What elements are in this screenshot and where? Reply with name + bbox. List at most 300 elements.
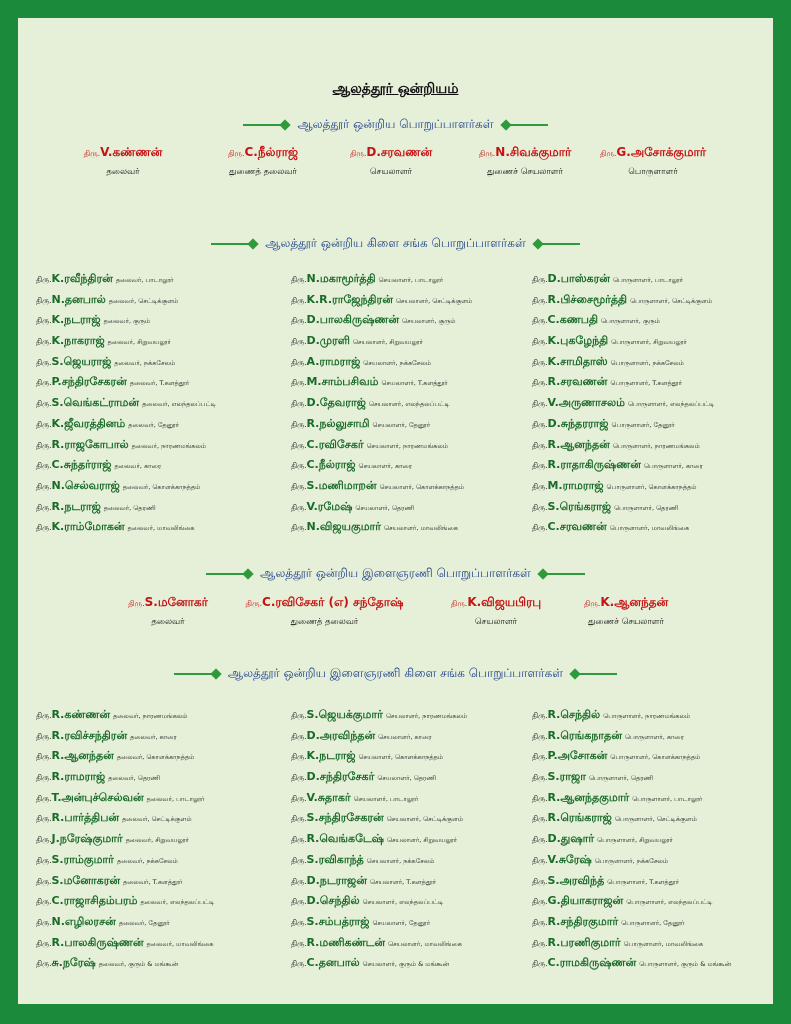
- member-name: D.பாலகிருஷ்ணன்: [306, 313, 400, 327]
- member-role: பொருளாளர், எலந்தலப்பட்டி: [626, 898, 713, 907]
- member-name: A.ராமராஜ்: [306, 354, 361, 368]
- name-prefix: திரு.: [291, 959, 307, 969]
- member-name: D.செந்தில்: [306, 894, 360, 908]
- member-name: S.ஜெயராஜ்: [51, 354, 112, 368]
- member-row: [291, 724, 467, 745]
- officer-card: [436, 595, 556, 628]
- name-prefix: திரு.: [532, 419, 548, 429]
- member-name: C.சுந்தர்ராஜ்: [51, 458, 112, 472]
- member-row: [36, 515, 216, 536]
- member-name: S.ராம்குமார்: [51, 852, 114, 866]
- member-row: [532, 869, 731, 890]
- member-role: செயலாளர், தெரணி: [377, 774, 437, 783]
- officer-name-text: K.விஜயபிரபு: [467, 595, 542, 609]
- name-prefix: திரு.: [36, 938, 52, 948]
- member-column: [36, 267, 216, 536]
- member-row: [291, 391, 472, 412]
- member-row: [532, 329, 714, 350]
- name-prefix: திரு.: [291, 295, 307, 305]
- member-name: C.ராமகிருஷ்ணன்: [547, 956, 637, 970]
- member-role: பொருளாளர், சிறுவயலூர்: [611, 338, 687, 347]
- member-role: செயலாளர், குரும் & மங்கூன்: [362, 960, 449, 969]
- name-prefix: திரு.: [291, 773, 307, 783]
- officer-card: [73, 145, 173, 178]
- name-prefix: திரு.: [291, 711, 307, 720]
- member-name: D.தேவராஜ்: [306, 396, 366, 410]
- name-prefix: திரு.: [291, 337, 307, 347]
- name-prefix: திரு.: [291, 523, 307, 533]
- member-row: [36, 433, 216, 454]
- member-row: [291, 806, 467, 827]
- officer-role: துணைத் தலைவர்: [229, 167, 297, 177]
- member-name: P.அசோகன்: [547, 749, 608, 763]
- name-prefix: திரு.: [36, 835, 52, 845]
- name-prefix: திரு.: [478, 149, 496, 158]
- member-name: R.ஆனந்தகுமார்: [547, 790, 630, 804]
- name-prefix: திரு.: [36, 876, 52, 886]
- member-column: [36, 703, 214, 972]
- name-prefix: திரு.: [532, 523, 548, 533]
- member-role: தலைவர், எலந்தலப்பட்டி: [142, 400, 216, 409]
- member-name: S.மனோகரன்: [51, 873, 121, 887]
- officer-name: [232, 595, 417, 611]
- officer-name: [336, 145, 446, 161]
- officer-role: தலைவர்: [151, 617, 185, 627]
- member-name: K.நாகராஜ்: [51, 334, 105, 348]
- member-row: [291, 786, 467, 807]
- name-prefix: திரு.: [291, 876, 307, 886]
- member-row: [36, 951, 214, 972]
- member-row: [291, 848, 467, 869]
- member-role: செயலாளர், நக்கசேலம்: [363, 358, 432, 367]
- member-row: [532, 350, 714, 371]
- member-role: தலைவர், நாரணமங்கலம்: [131, 441, 207, 450]
- member-role: பொருளாளர், கொளக்காநத்தம்: [610, 753, 701, 762]
- member-role: பொருளாளர், குரும் & மங்கூன்: [639, 960, 732, 969]
- member-role: பொருளாளர், T.களத்தூர்: [610, 379, 683, 388]
- member-role: செயலாளர், பாடாலூர்: [378, 276, 444, 284]
- member-name: R.செந்தில்: [547, 708, 601, 721]
- member-row: [532, 848, 731, 869]
- officer-role: செயலாளர்: [474, 617, 518, 627]
- member-role: பொருளாளர், காரை: [624, 732, 684, 741]
- member-role: செயலாளர், பாடாலூர்: [353, 794, 419, 803]
- member-name: N.தனபால்: [51, 292, 106, 306]
- officer-name-text: V.கண்ணன்: [100, 145, 163, 159]
- member-name: K.ரவீந்திரன்: [51, 272, 113, 285]
- member-name: R.நடராஜ்: [51, 499, 101, 513]
- name-prefix: திரு.: [291, 399, 307, 409]
- name-prefix: திரு.: [532, 316, 548, 326]
- name-prefix: திரு.: [532, 855, 548, 865]
- member-row: [532, 391, 714, 412]
- member-row: [532, 288, 714, 309]
- member-name: R.ரவிச்சந்திரன்: [51, 728, 128, 742]
- member-role: செயலாளர், கொளக்காநத்தம்: [358, 753, 444, 762]
- member-name: R.நல்லுசாமி: [306, 416, 370, 430]
- member-role: தலைவர், சிறுவயலூர்: [125, 836, 189, 845]
- member-name: R.சரவணன்: [547, 375, 608, 389]
- member-name: R.ராஜகோபால்: [51, 437, 129, 451]
- name-prefix: திரு.: [532, 876, 548, 886]
- member-name: D.முரளி: [306, 334, 350, 348]
- member-name: C.நீல்ராஜ்: [306, 458, 356, 472]
- member-row: [532, 370, 714, 391]
- member-row: [291, 329, 472, 350]
- name-prefix: திரு.: [128, 599, 145, 608]
- member-name: N.எழிலரசன்: [51, 914, 116, 928]
- member-role: செயலாளர், காரை: [378, 732, 432, 741]
- member-role: செயலாளர், எலந்தலப்பட்டி: [362, 898, 444, 907]
- officer-card: [118, 595, 218, 628]
- member-role: செயலாளர், காரை: [358, 462, 413, 471]
- divider-right-icon: [575, 673, 617, 675]
- member-name: K.நடராஜ்: [51, 313, 101, 327]
- member-row: [291, 267, 472, 288]
- member-name: R.பார்த்திபன்: [51, 811, 120, 825]
- name-prefix: திரு.: [245, 599, 263, 608]
- member-role: பொருளாளர், எலந்தலப்பட்டி: [628, 400, 715, 409]
- member-row: [532, 474, 714, 495]
- section-heading: [18, 236, 773, 252]
- member-column: [532, 267, 714, 536]
- member-row: [36, 370, 216, 391]
- member-name: K.R.ராஜேந்திரன்: [306, 292, 393, 306]
- name-prefix: திரு.: [36, 337, 52, 347]
- name-prefix: திரு.: [532, 814, 548, 824]
- member-role: பொருளாளர், கொளக்காநத்தம்: [606, 482, 697, 491]
- member-row: [532, 495, 714, 516]
- member-name: C.கணபதி: [547, 313, 598, 327]
- member-role: செயலாளர், மாவலிங்கை: [388, 939, 462, 948]
- member-role: பொருளாளர், T.களத்தூர்: [607, 877, 679, 886]
- member-row: [532, 724, 731, 745]
- member-role: தலைவர், பாடாலூர்: [146, 794, 205, 803]
- member-name: V.ரமேஷ்: [306, 499, 353, 513]
- member-role: பொருளாளர், மாவலிங்கை: [623, 939, 704, 948]
- member-name: R.ஆனந்தன்: [51, 749, 114, 763]
- name-prefix: திரு.: [532, 295, 548, 305]
- member-role: தலைவர், குரும் & மங்கூன்: [98, 960, 179, 969]
- member-row: [36, 453, 216, 474]
- member-role: பொருளாளர், நக்கசேலம்: [594, 856, 669, 865]
- member-role: தலைவர், தெரணி: [103, 503, 156, 512]
- name-prefix: திரு.: [532, 793, 548, 803]
- officer-role: தலைவர்: [106, 167, 140, 177]
- member-row: [36, 910, 214, 931]
- member-name: S.ஜெயக்குமார்: [306, 708, 383, 721]
- name-prefix: திரு.: [291, 917, 307, 927]
- name-prefix: திரு.: [291, 461, 307, 471]
- member-role: செயலாளர், T.களத்தூர்: [381, 379, 448, 388]
- name-prefix: திரு.: [36, 481, 52, 491]
- name-prefix: திரு.: [36, 773, 52, 783]
- member-name: D.சுந்தரராஜ்: [547, 416, 609, 430]
- member-role: தலைவர், தேனூர்: [118, 918, 170, 927]
- divider-left-icon: [243, 124, 285, 126]
- name-prefix: திரு.: [349, 149, 367, 158]
- member-row: [36, 744, 214, 765]
- member-row: [532, 515, 714, 536]
- member-role: தலைவர், T.களத்தூர்: [123, 877, 183, 886]
- member-role: செயலாளர், தெரணி: [355, 503, 415, 512]
- member-row: [532, 910, 731, 931]
- member-row: [36, 412, 216, 433]
- member-row: [36, 889, 214, 910]
- name-prefix: திரு.: [36, 897, 52, 907]
- member-column: [291, 703, 467, 972]
- member-name: P.சந்திரசேகரன்: [51, 375, 127, 389]
- member-role: தலைவர், தேனூர்: [128, 420, 180, 429]
- member-name: K.நடராஜ்: [306, 749, 356, 763]
- name-prefix: திரு.: [36, 357, 52, 367]
- section-heading: [18, 666, 773, 682]
- section-heading-text: ஆலத்தூர் ஒன்றிய இளைஞரணி கிளை சங்க பொறுப்பாளர்கள்: [227, 666, 564, 680]
- officer-name: [593, 145, 713, 161]
- member-role: செயலாளர், செட்டிக்குளம்: [386, 815, 464, 824]
- member-row: [36, 806, 214, 827]
- member-row: [36, 786, 214, 807]
- member-role: பொருளாளர், பாடாலூர்: [632, 794, 703, 803]
- name-prefix: திரு.: [291, 481, 307, 491]
- member-role: செயலாளர், நாரணமங்கலம்: [366, 441, 448, 450]
- name-prefix: திரு.: [532, 917, 548, 927]
- name-prefix: திரு.: [36, 295, 52, 305]
- name-prefix: திரு.: [36, 523, 52, 533]
- member-name: C.ரவிசேகர்: [306, 437, 364, 451]
- member-name: S.ரெங்கராஜ்: [547, 499, 612, 513]
- member-row: [36, 288, 216, 309]
- member-name: R.பிச்சைமூர்த்தி: [547, 292, 628, 306]
- name-prefix: திரு.: [291, 440, 307, 450]
- name-prefix: திரு.: [227, 149, 245, 158]
- divider-left-icon: [206, 573, 248, 575]
- name-prefix: திரு.: [532, 711, 548, 720]
- member-role: தலைவர், தெரணி: [108, 774, 161, 783]
- member-row: [291, 951, 467, 972]
- member-role: செயலாளர், நாரணமங்கலம்: [385, 712, 468, 720]
- member-name: D.பாஸ்கரன்: [547, 272, 610, 285]
- member-row: [36, 391, 216, 412]
- member-name: S.மணிமாறன்: [306, 478, 377, 492]
- name-prefix: திரு.: [36, 502, 52, 512]
- member-row: [291, 350, 472, 371]
- member-name: R.ரெங்கராஜ்: [547, 811, 612, 825]
- member-row: [532, 744, 731, 765]
- member-role: பொருளாளர், குரும்: [600, 317, 660, 326]
- member-name: S.சந்திரசேகரன்: [306, 811, 384, 825]
- divider-left-icon: [211, 243, 253, 245]
- member-role: செயலாளர், சிறுவயலூர்: [386, 836, 458, 845]
- member-name: D.துஷார்: [547, 832, 595, 846]
- name-prefix: திரு.: [83, 149, 101, 158]
- member-role: தலைவர், கொளக்காநத்தம்: [122, 482, 201, 491]
- member-row: [532, 827, 731, 848]
- member-role: பொருளாளர், தேனூர்: [611, 420, 675, 429]
- name-prefix: திரு.: [291, 793, 307, 803]
- name-prefix: திரு.: [36, 752, 52, 762]
- member-role: பொருளாளர், நக்கசேலம்: [610, 358, 684, 367]
- officer-name: [73, 145, 173, 161]
- member-name: V.சுதாகர்: [306, 790, 351, 804]
- member-row: [532, 308, 714, 329]
- member-role: செயலாளர், குரும்: [402, 317, 456, 326]
- name-prefix: திரு.: [532, 337, 548, 347]
- member-name: S.ரவிகாந்த்: [306, 852, 364, 866]
- member-row: [532, 703, 731, 724]
- member-row: [291, 495, 472, 516]
- member-row: [291, 474, 472, 495]
- member-role: பொருளாளர், பாடாலூர்: [612, 276, 684, 284]
- name-prefix: திரு.: [291, 357, 307, 367]
- member-name: R.மணிகண்டன்: [306, 935, 386, 949]
- name-prefix: திரு.: [36, 419, 52, 429]
- member-row: [532, 889, 731, 910]
- member-row: [532, 765, 731, 786]
- member-name: K.ராம்மோகன்: [51, 520, 125, 534]
- member-row: [36, 267, 216, 288]
- section-heading-text: ஆலத்தூர் ஒன்றிய பொறுப்பாளர்கள்: [297, 117, 494, 131]
- officer-name-text: C.நீல்ராஜ்: [244, 145, 298, 159]
- section-heading-text: ஆலத்தூர் ஒன்றிய இளைஞரணி பொறுப்பாளர்கள்: [260, 566, 531, 580]
- member-role: தலைவர், T.களத்தூர்: [129, 379, 190, 388]
- member-role: செயலாளர், தேனூர்: [372, 420, 431, 429]
- member-name: J.நரேஷ்குமார்: [51, 832, 123, 846]
- member-name: N.விஜயகுமார்: [306, 520, 382, 534]
- name-prefix: திரு.: [291, 731, 307, 741]
- member-role: தலைவர், மாவலிங்கை: [146, 939, 214, 948]
- name-prefix: திரு.: [36, 855, 52, 865]
- name-prefix: திரு.: [36, 793, 52, 803]
- member-name: S.சம்பத்ராஜ்: [306, 914, 370, 928]
- member-row: [36, 931, 214, 952]
- name-prefix: திரு.: [36, 711, 52, 720]
- officer-role: பொருளாளர்: [628, 167, 678, 177]
- name-prefix: திரு.: [291, 502, 307, 512]
- member-row: [36, 703, 214, 724]
- member-name: R.ராதாகிருஷ்ணன்: [547, 458, 641, 472]
- name-prefix: திரு.: [36, 440, 52, 450]
- member-role: பொருளாளர், காரை: [643, 462, 703, 471]
- name-prefix: திரு.: [532, 357, 548, 367]
- name-prefix: திரு.: [532, 773, 548, 783]
- member-name: S.ராஜா: [547, 770, 586, 784]
- name-prefix: திரு.: [36, 917, 52, 927]
- member-row: [291, 412, 472, 433]
- member-name: R.ராமராஜ்: [51, 770, 106, 784]
- member-name: R.ஆனந்தன்: [547, 437, 610, 451]
- member-name: R.சந்திரகுமார்: [547, 914, 619, 928]
- officer-name-text: K.ஆனந்தன்: [600, 595, 669, 609]
- member-row: [291, 515, 472, 536]
- name-prefix: திரு.: [291, 938, 307, 948]
- member-role: பொருளாளர், சிறுவயலூர்: [597, 836, 673, 845]
- member-name: R.வெங்கடேஷ்: [306, 832, 384, 846]
- member-role: செயலாளர், செட்டிக்குளம்: [395, 296, 473, 305]
- member-row: [36, 495, 216, 516]
- member-name: C.சரவணன்: [547, 520, 607, 534]
- member-row: [532, 267, 714, 288]
- name-prefix: திரு.: [583, 599, 601, 608]
- member-role: தலைவர், நக்கசேலம்: [116, 856, 178, 865]
- member-name: V.அருணாசலம்: [547, 396, 625, 410]
- officer-name-text: S.மனோகர்: [144, 595, 208, 609]
- officer-name: [566, 595, 686, 611]
- officer-name: [208, 145, 318, 161]
- member-name: D.அரவிந்தன்: [306, 728, 376, 742]
- officer-role: துணைச் செயலாளர்: [487, 167, 563, 177]
- member-name: K.சாமிதாஸ்: [547, 354, 608, 368]
- name-prefix: திரு.: [532, 275, 548, 284]
- member-name: K.ஜீவரத்தினம்: [51, 416, 126, 430]
- divider-right-icon: [543, 573, 585, 575]
- name-prefix: திரு.: [291, 419, 307, 429]
- member-role: தலைவர், எலந்தலப்பட்டி: [140, 898, 215, 907]
- member-row: [291, 433, 472, 454]
- name-prefix: திரு.: [291, 814, 307, 824]
- member-row: [532, 786, 731, 807]
- member-role: தலைவர், செட்டிக்குளம்: [108, 296, 179, 305]
- name-prefix: திரு.: [36, 399, 52, 409]
- member-role: செயலாளர், கொளக்காநத்தம்: [379, 482, 465, 491]
- name-prefix: திரு.: [532, 938, 548, 948]
- member-role: செயலாளர், மாவலிங்கை: [384, 524, 458, 533]
- document-page: [18, 18, 773, 1004]
- member-role: பொருளாளர், தெரணி: [588, 774, 654, 783]
- member-role: தலைவர், மாவலிங்கை: [127, 524, 195, 533]
- name-prefix: திரு.: [291, 275, 307, 284]
- officer-card: [336, 145, 446, 178]
- section-heading: [18, 117, 773, 133]
- name-prefix: திரு.: [532, 897, 548, 907]
- member-row: [36, 765, 214, 786]
- page-title: ஆலத்தூர் ஒன்றியம்: [332, 81, 459, 97]
- member-name: T.அன்புச்செல்வன்: [51, 790, 144, 804]
- member-row: [532, 412, 714, 433]
- name-prefix: திரு.: [291, 378, 307, 388]
- name-prefix: திரு.: [36, 316, 52, 326]
- divider-right-icon: [538, 243, 580, 245]
- officer-card: [593, 145, 713, 178]
- member-role: தலைவர், குரும்: [103, 317, 151, 326]
- officer-name: [118, 595, 218, 611]
- member-name: R.ரெங்கநாதன்: [547, 728, 622, 742]
- member-role: பொருளாளர், நாரணமங்கலம்: [603, 712, 691, 720]
- member-row: [291, 308, 472, 329]
- officer-card: [465, 145, 585, 178]
- member-role: தலைவர், கொளக்காநத்தம்: [116, 753, 195, 762]
- member-row: [36, 350, 216, 371]
- divider-left-icon: [174, 673, 216, 675]
- officer-card: [232, 595, 417, 628]
- member-name: N.மகாமூர்த்தி: [306, 272, 376, 285]
- member-name: R.பரணிகுமார்: [547, 935, 621, 949]
- member-name: R.கண்ணன்: [51, 708, 111, 721]
- member-row: [532, 453, 714, 474]
- section-heading: [18, 566, 773, 582]
- member-role: செயலாளர், நக்கசேலம்: [366, 856, 435, 865]
- name-prefix: திரு.: [291, 897, 307, 907]
- name-prefix: திரு.: [450, 599, 468, 608]
- officer-name-text: G.அசோக்குமார்: [616, 145, 707, 159]
- member-row: [291, 869, 467, 890]
- member-row: [36, 827, 214, 848]
- member-name: N.செல்வராஜ்: [51, 478, 120, 492]
- officer-card: [208, 145, 318, 178]
- name-prefix: திரு.: [532, 481, 548, 491]
- member-role: செயலாளர், சிறுவயலூர்: [352, 338, 423, 347]
- name-prefix: திரு.: [36, 378, 52, 388]
